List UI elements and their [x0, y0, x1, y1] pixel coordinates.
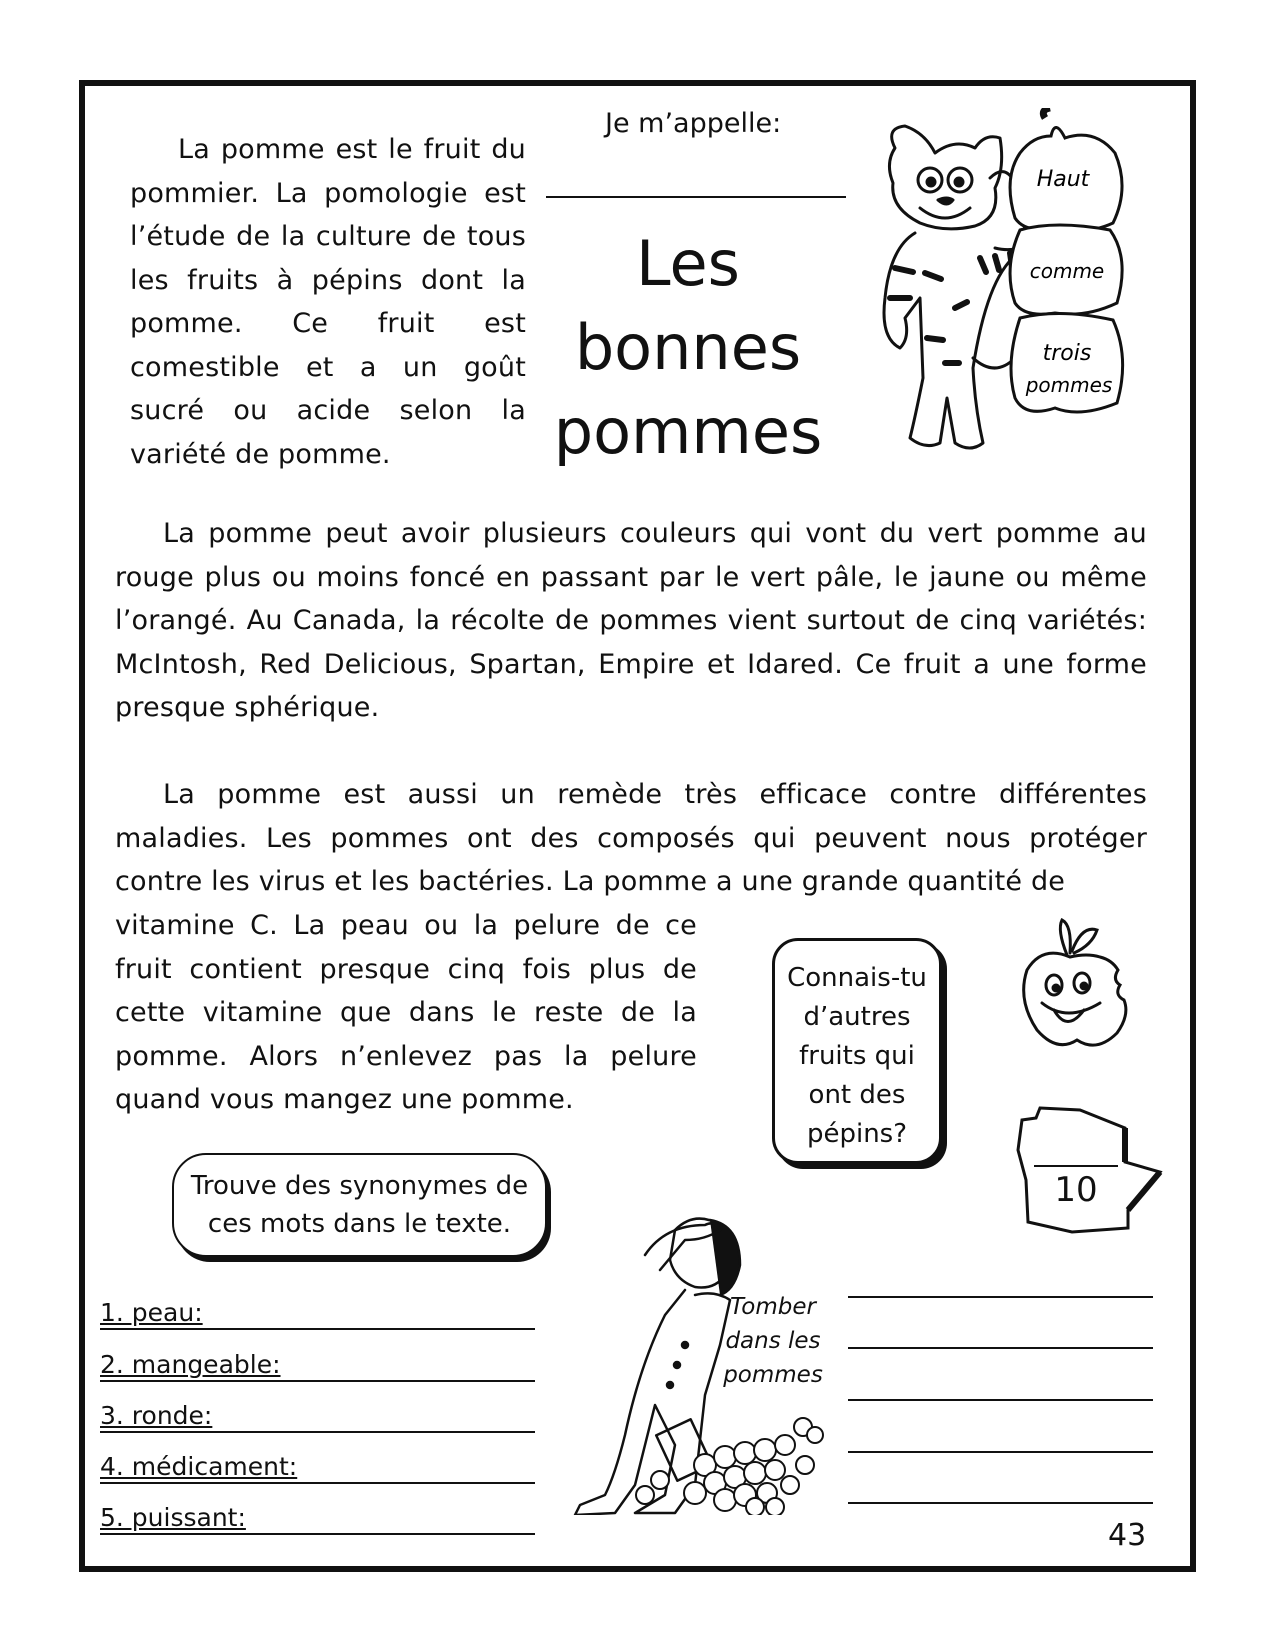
paragraph-remedy: La pomme est aussi un remède très efficace contre différentes maladies. Les pommes ont des composés qui peuvent nous protéger contre les virus et les bactéries. La pomme a une grande quantité de: [115, 779, 1147, 897]
apple-word-4: pommes: [1025, 373, 1113, 397]
paragraph-colors: La pomme peut avoir plusieurs couleurs qui vont du vert pomme au rouge plus ou moins foncé en passant par le vert pâle, le jaune ou même l’orangé. Au Canada, la récolte de pommes vient surtout de cinq variétés: McIntosh, Red Delicious, Spartan, Empire et Idared. Ce fruit a une forme presque sphérique.: [115, 518, 1147, 723]
question-box: Connais-tu d’autres fruits qui ont des pépins?: [772, 938, 942, 1164]
synonym-item-1[interactable]: 1. peau:: [100, 1298, 535, 1330]
score-denominator: 10: [1054, 1170, 1098, 1210]
name-label: Je m’appelle:: [605, 108, 782, 139]
synonym-item-4[interactable]: 4. médicament:: [100, 1452, 535, 1484]
synonyms-instruction-box: Trouve des synonymes de ces mots dans le texte.: [172, 1153, 547, 1257]
paragraph-remedy-continued: vitamine C. La peau ou la pelure de ce fruit contient presque cinq fois plus de cette vitamine que dans le reste de la pomme. Alors n’enlevez pas la pelure quand vous mangez une pomme.: [115, 910, 697, 1115]
name-input-line[interactable]: [546, 196, 846, 198]
synonym-item-3[interactable]: 3. ronde:: [100, 1401, 535, 1433]
intro-paragraph: La pomme est le fruit du pommier. La pomologie est l’étude de la culture de tous les fruits à pépins dont la pomme. Ce fruit est comestible et a un goût sucré ou acide selon la variété de pomme.: [130, 134, 526, 470]
synonym-item-5[interactable]: 5. puissant:: [100, 1503, 535, 1535]
tiger-illustration: [855, 108, 1175, 458]
page-number: 43: [1108, 1518, 1147, 1553]
apple-word-1: Haut: [1036, 167, 1090, 192]
answer-line-3[interactable]: [848, 1399, 1153, 1401]
page-title: Les bonnes pommes: [553, 227, 823, 468]
smiling-apple-icon: [1012, 915, 1147, 1055]
apple-word-3: trois: [1042, 341, 1092, 366]
answer-line-5[interactable]: [848, 1502, 1153, 1504]
cartoon-caption: Tomber dans les pommes: [723, 1294, 823, 1388]
apple-word-2: comme: [1029, 259, 1105, 283]
synonym-item-2[interactable]: 2. mangeable:: [100, 1350, 535, 1382]
answer-line-1[interactable]: [848, 1296, 1153, 1298]
answer-line-2[interactable]: [848, 1347, 1153, 1349]
score-input-line[interactable]: [1034, 1165, 1118, 1167]
answer-line-4[interactable]: [848, 1451, 1153, 1453]
